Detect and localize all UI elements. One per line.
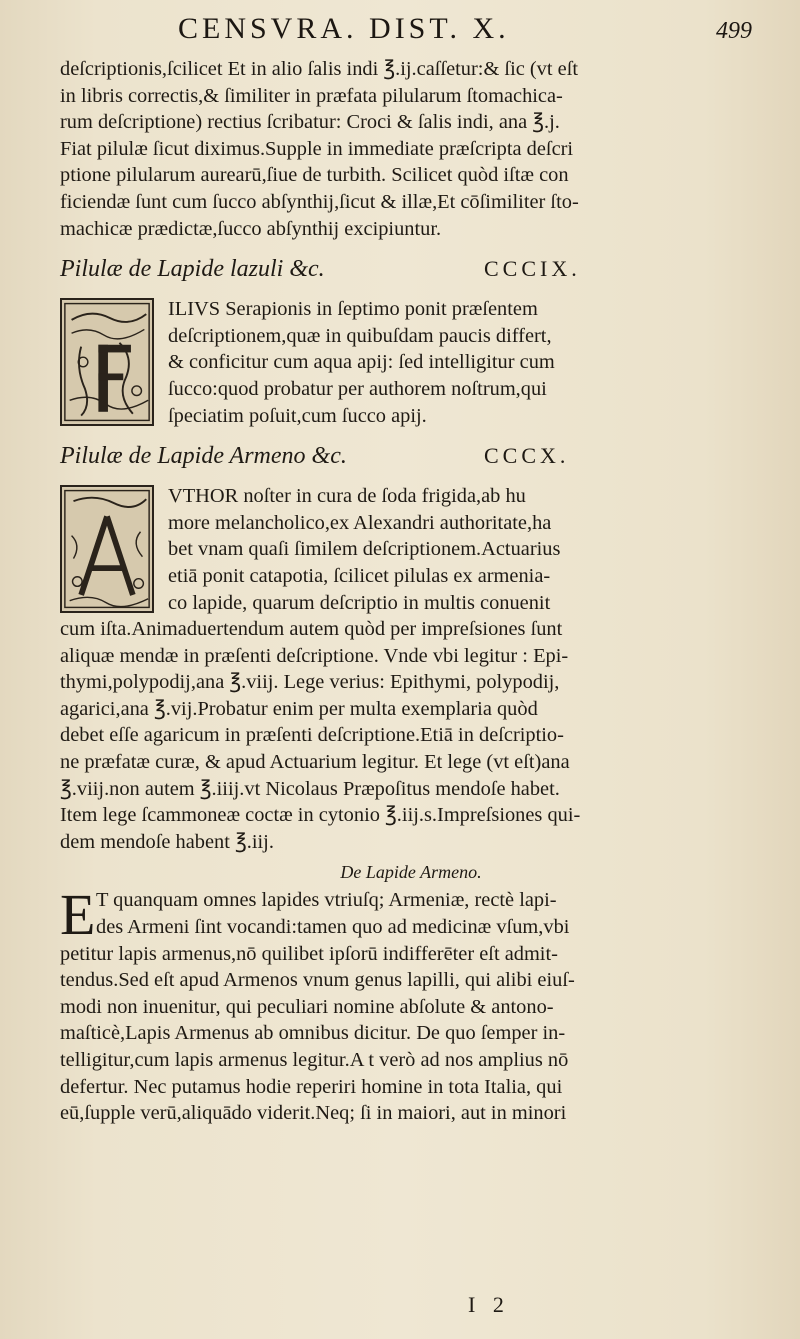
chapter-heading bbox=[60, 437, 762, 477]
chapter-number: CCCX. bbox=[484, 443, 570, 469]
text-line: more melancholico,ex Alexandri authoritate,ha bbox=[168, 511, 552, 534]
text-line: aliquæ mendæ in præſenti deſcriptione. Vnde vbi legitur : Epi- bbox=[60, 644, 569, 667]
text-line: VTHOR noſter in cura de ſoda frigida,ab hu bbox=[168, 485, 526, 508]
text-body bbox=[60, 56, 762, 1127]
page-header bbox=[60, 12, 760, 46]
text-line: Fiat pilulæ ſicut diximus.Supple in immediate præſcripta deſcri bbox=[60, 137, 574, 160]
text-line: deſcriptionem,quæ in quibuſdam paucis differt, bbox=[168, 324, 552, 347]
running-head: CENSVRA. DIST. X. bbox=[178, 12, 510, 45]
text-line: des Armeni ſint vocandi:tamen quo ad medicinæ vſum,vbi bbox=[96, 916, 570, 939]
signature-mark: I 2 bbox=[468, 1292, 510, 1317]
page-number: 499 bbox=[716, 18, 752, 44]
text-line: etiā ponit catapotia, ſcilicet pilulas ex armenia- bbox=[168, 564, 551, 587]
text-line: machicæ prædictæ,ſucco abſynthij excipiuntur. bbox=[60, 217, 442, 240]
text-line: in libris correctis,& ſimiliter in præfata pilularum ſtomachica- bbox=[60, 84, 563, 107]
intro-paragraph bbox=[60, 56, 762, 242]
text-line: maſticè,Lapis Armenus ab omnibus dicitur. De quo ſemper in- bbox=[60, 1022, 566, 1045]
text-line: tendus.Sed eſt apud Armenos vnum genus lapilli, qui alibi eiuſ- bbox=[60, 969, 575, 992]
section-subheading: De Lapide Armeno. bbox=[340, 862, 482, 883]
text-line: ſpeciatim poſuit,cum ſucco apij. bbox=[168, 404, 427, 427]
text-line: agarici,ana ℥.vij.Probatur enim per multa exemplaria quòd bbox=[60, 697, 538, 720]
text-line: ILIVS Serapionis in ſeptimo ponit præſentem bbox=[168, 298, 538, 321]
woodcut-ornament-icon bbox=[62, 487, 152, 611]
text-line: T quanquam omnes lapides vtriuſq; Armeniæ, rectè lapi- bbox=[96, 889, 557, 912]
text-line: rum deſcriptione) rectius ſcribatur: Croci & ſalis indi, ana ℥.j. bbox=[60, 111, 560, 134]
woodcut-ornament-icon bbox=[62, 300, 152, 424]
chapter-paragraph-continued bbox=[60, 616, 762, 855]
chapter-title: Pilulæ de Lapide Armeno &c. bbox=[60, 443, 347, 470]
woodcut-initial-f bbox=[60, 298, 154, 426]
text-line: & conficitur cum aqua apij: ſed intelligitur cum bbox=[168, 351, 555, 374]
text-line: eū,ſupple verū,aliquādo viderit.Neq; ſi in maiori, aut in minori bbox=[60, 1102, 567, 1125]
chapter-paragraph bbox=[60, 296, 762, 429]
chapter-paragraph bbox=[60, 483, 762, 616]
text-line: Item lege ſcammoneæ coctæ in cytonio ℥.iij.s.Impreſsiones qui- bbox=[60, 804, 581, 827]
text-line: deſcriptionis,ſcilicet Et in alio ſalis indi ℥.ij.caſſetur:& ſic (vt eſt bbox=[60, 58, 579, 80]
text-line: telligitur,cum lapis armenus legitur.A t verò ad nos amplius nō bbox=[60, 1049, 569, 1071]
text-line: debet eſſe agaricum in præſenti deſcriptione.Etiā in deſcriptio- bbox=[60, 724, 564, 747]
text-line: ℥.viij.non autem ℥.iiij.vt Nicolaus Præpoſitus mendoſe habet. bbox=[60, 777, 560, 800]
woodcut-initial-a bbox=[60, 485, 154, 613]
text-line: dem mendoſe habent ℥.iij. bbox=[60, 830, 274, 853]
text-line: petitur lapis armenus,nō quilibet ipſorū indifferēter eſt admit- bbox=[60, 942, 558, 965]
text-line: cum iſta.Animaduertendum autem quòd per impreſsiones ſunt bbox=[60, 618, 563, 641]
text-line: ſucco:quod probatur per authorem noſtrum,qui bbox=[168, 377, 547, 400]
chapter-number: CCCIX. bbox=[484, 256, 581, 282]
text-line: co lapide, quarum deſcriptio in multis conuenit bbox=[168, 591, 551, 614]
text-line: ne præfatæ curæ, & apud Actuarium legitur. Et lege (vt eſt)ana bbox=[60, 751, 570, 774]
section-paragraph bbox=[60, 882, 762, 1126]
text-line: ficiendæ ſunt cum ſucco abſynthij,ſicut & illæ,Et cōſimiliter ſto- bbox=[60, 190, 579, 213]
text-line: modi non inuenitur, qui peculiari nomine abſolute & antono- bbox=[60, 995, 554, 1018]
drop-initial: E bbox=[60, 882, 96, 948]
text-line: thymi,polypodij,ana ℥.viij. Lege verius: Epithymi, polypodij, bbox=[60, 671, 560, 694]
chapter-title: Pilulæ de Lapide lazuli &c. bbox=[60, 256, 325, 283]
text-line: defertur. Nec putamus hodie reperiri homine in tota Italia, qui bbox=[60, 1075, 563, 1098]
text-line: bet vnam quaſi ſimilem deſcriptionem.Actuarius bbox=[168, 538, 561, 561]
text-line: ptione pilularum aurearū,ſiue de turbith. Scilicet quòd iſtæ con bbox=[60, 164, 569, 187]
chapter-heading bbox=[60, 250, 762, 290]
